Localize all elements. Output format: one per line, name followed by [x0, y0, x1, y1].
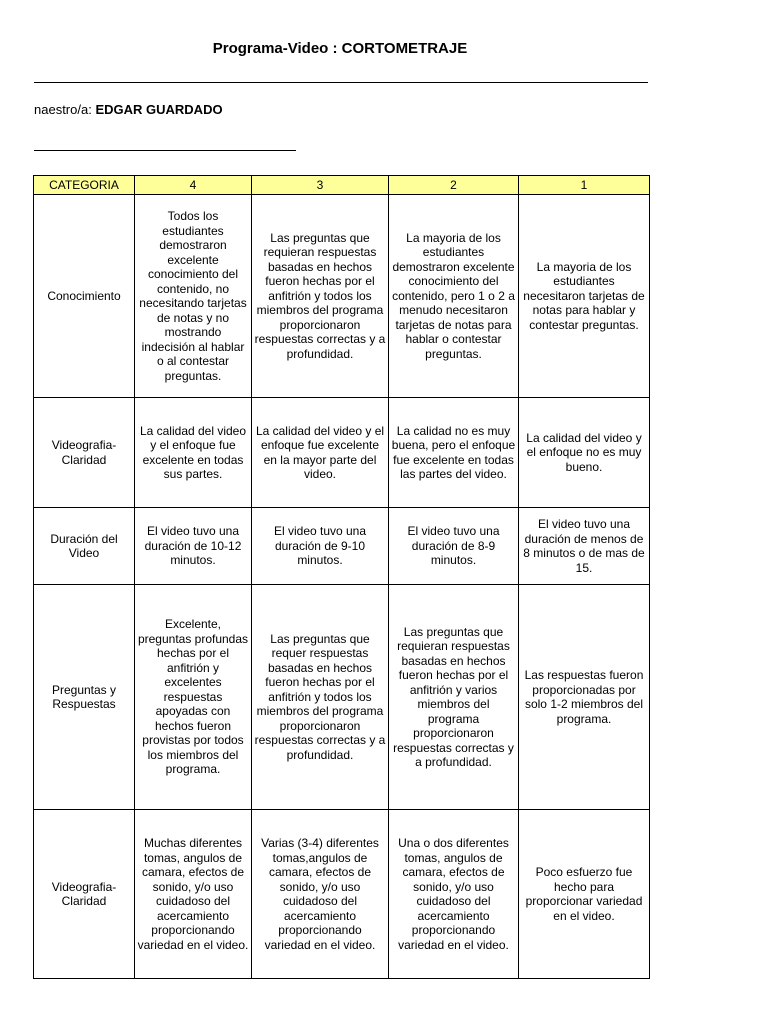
rubric-cell: Muchas diferentes tomas, angulos de camara, efectos de sonido, y/o uso cuidadoso del acercamiento proporcionando variedad en el video.: [135, 810, 252, 979]
table-row: [34, 508, 650, 585]
rubric-cell: La calidad no es muy buena, pero el enfoque fue excelente en todas las partes del video.: [389, 398, 519, 508]
column-header: 4: [135, 176, 252, 195]
rubric-cell: Las preguntas que requieran respuestas basadas en hechos fueron hechas por el anfitrión y varios miembros del programa proporcionaron respuestas correctas y a profundidad.: [389, 585, 519, 810]
rubric-cell: Las respuestas fueron proporcionadas por solo 1-2 miembros del programa.: [519, 585, 650, 810]
rubric-table: [33, 175, 650, 979]
teacher-name: EDGAR GUARDADO: [95, 102, 223, 117]
rubric-cell: La mayoria de los estudiantes necesitaron tarjetas de notas para hablar y contestar preguntas.: [519, 195, 650, 398]
rubric-cell: Todos los estudiantes demostraron excelente conocimiento del contenido, no necesitando tarjetas de notas y no mostrando indecisión al hablar o al contestar preguntas.: [135, 195, 252, 398]
rubric-cell: La calidad del video y el enfoque no es muy bueno.: [519, 398, 650, 508]
rubric-cell: El video tuvo una duración de menos de 8 minutos o de mas de 15.: [519, 508, 650, 585]
category-cell: Preguntas y Respuestas: [34, 585, 135, 810]
table-row: [34, 195, 650, 398]
rubric-cell: Las preguntas que requer respuestas basadas en hechos fueron hechas por el anfitrión y todos los miembros del programa proporcionaron respuestas correctas y a profundidad.: [252, 585, 389, 810]
rubric-cell: La mayoria de los estudiantes demostraron excelente conocimiento del contenido, pero 1 o 2 a menudo necesitaron tarjetas de notas para hablar o contestar preguntas.: [389, 195, 519, 398]
rubric-cell: El video tuvo una duración de 9-10 minutos.: [252, 508, 389, 585]
table-row: [34, 810, 650, 979]
category-cell: Videografia- Claridad: [34, 398, 135, 508]
rubric-cell: La calidad del video y el enfoque fue excelente en la mayor parte del video.: [252, 398, 389, 508]
rubric-cell: Las preguntas que requieran respuestas basadas en hechos fueron hechas por el anfitrión y todos los miembros del programa proporcionaron respuestas correctas y a profundidad.: [252, 195, 389, 398]
rubric-cell: Poco esfuerzo fue hecho para proporcionar variedad en el video.: [519, 810, 650, 979]
title-divider: [34, 82, 648, 83]
rubric-cell: Varias (3-4) diferentes tomas,angulos de camara, efectos de sonido, y/o uso cuidadoso del acercamiento proporcionando variedad en el video.: [252, 810, 389, 979]
rubric-cell: El video tuvo una duración de 10-12 minutos.: [135, 508, 252, 585]
column-header: 2: [389, 176, 519, 195]
column-header: 1: [519, 176, 650, 195]
table-row: [34, 398, 650, 508]
column-header: CATEGORIA: [34, 176, 135, 195]
teacher-label: naestro/a:: [34, 102, 92, 117]
category-cell: Videografia- Claridad: [34, 810, 135, 979]
rubric-cell: Una o dos diferentes tomas, angulos de camara, efectos de sonido, y/o uso cuidadoso del acercamiento proporcionando variedad en el video.: [389, 810, 519, 979]
table-row: [34, 585, 650, 810]
blank-line: [34, 150, 296, 151]
rubric-cell: La calidad del video y el enfoque fue excelente en todas sus partes.: [135, 398, 252, 508]
page-title: Programa-Video : CORTOMETRAJE: [212, 40, 468, 57]
column-header: 3: [252, 176, 389, 195]
rubric-cell: Excelente, preguntas profundas hechas por el anfitrión y excelentes respuestas apoyadas con hechos fueron provistas por todos los miembros del programa.: [135, 585, 252, 810]
category-cell: Conocimiento: [34, 195, 135, 398]
category-cell: Duración del Video: [34, 508, 135, 585]
teacher-line: [34, 102, 223, 117]
rubric-cell: El video tuvo una duración de 8-9 minutos.: [389, 508, 519, 585]
header-row: [34, 176, 650, 195]
